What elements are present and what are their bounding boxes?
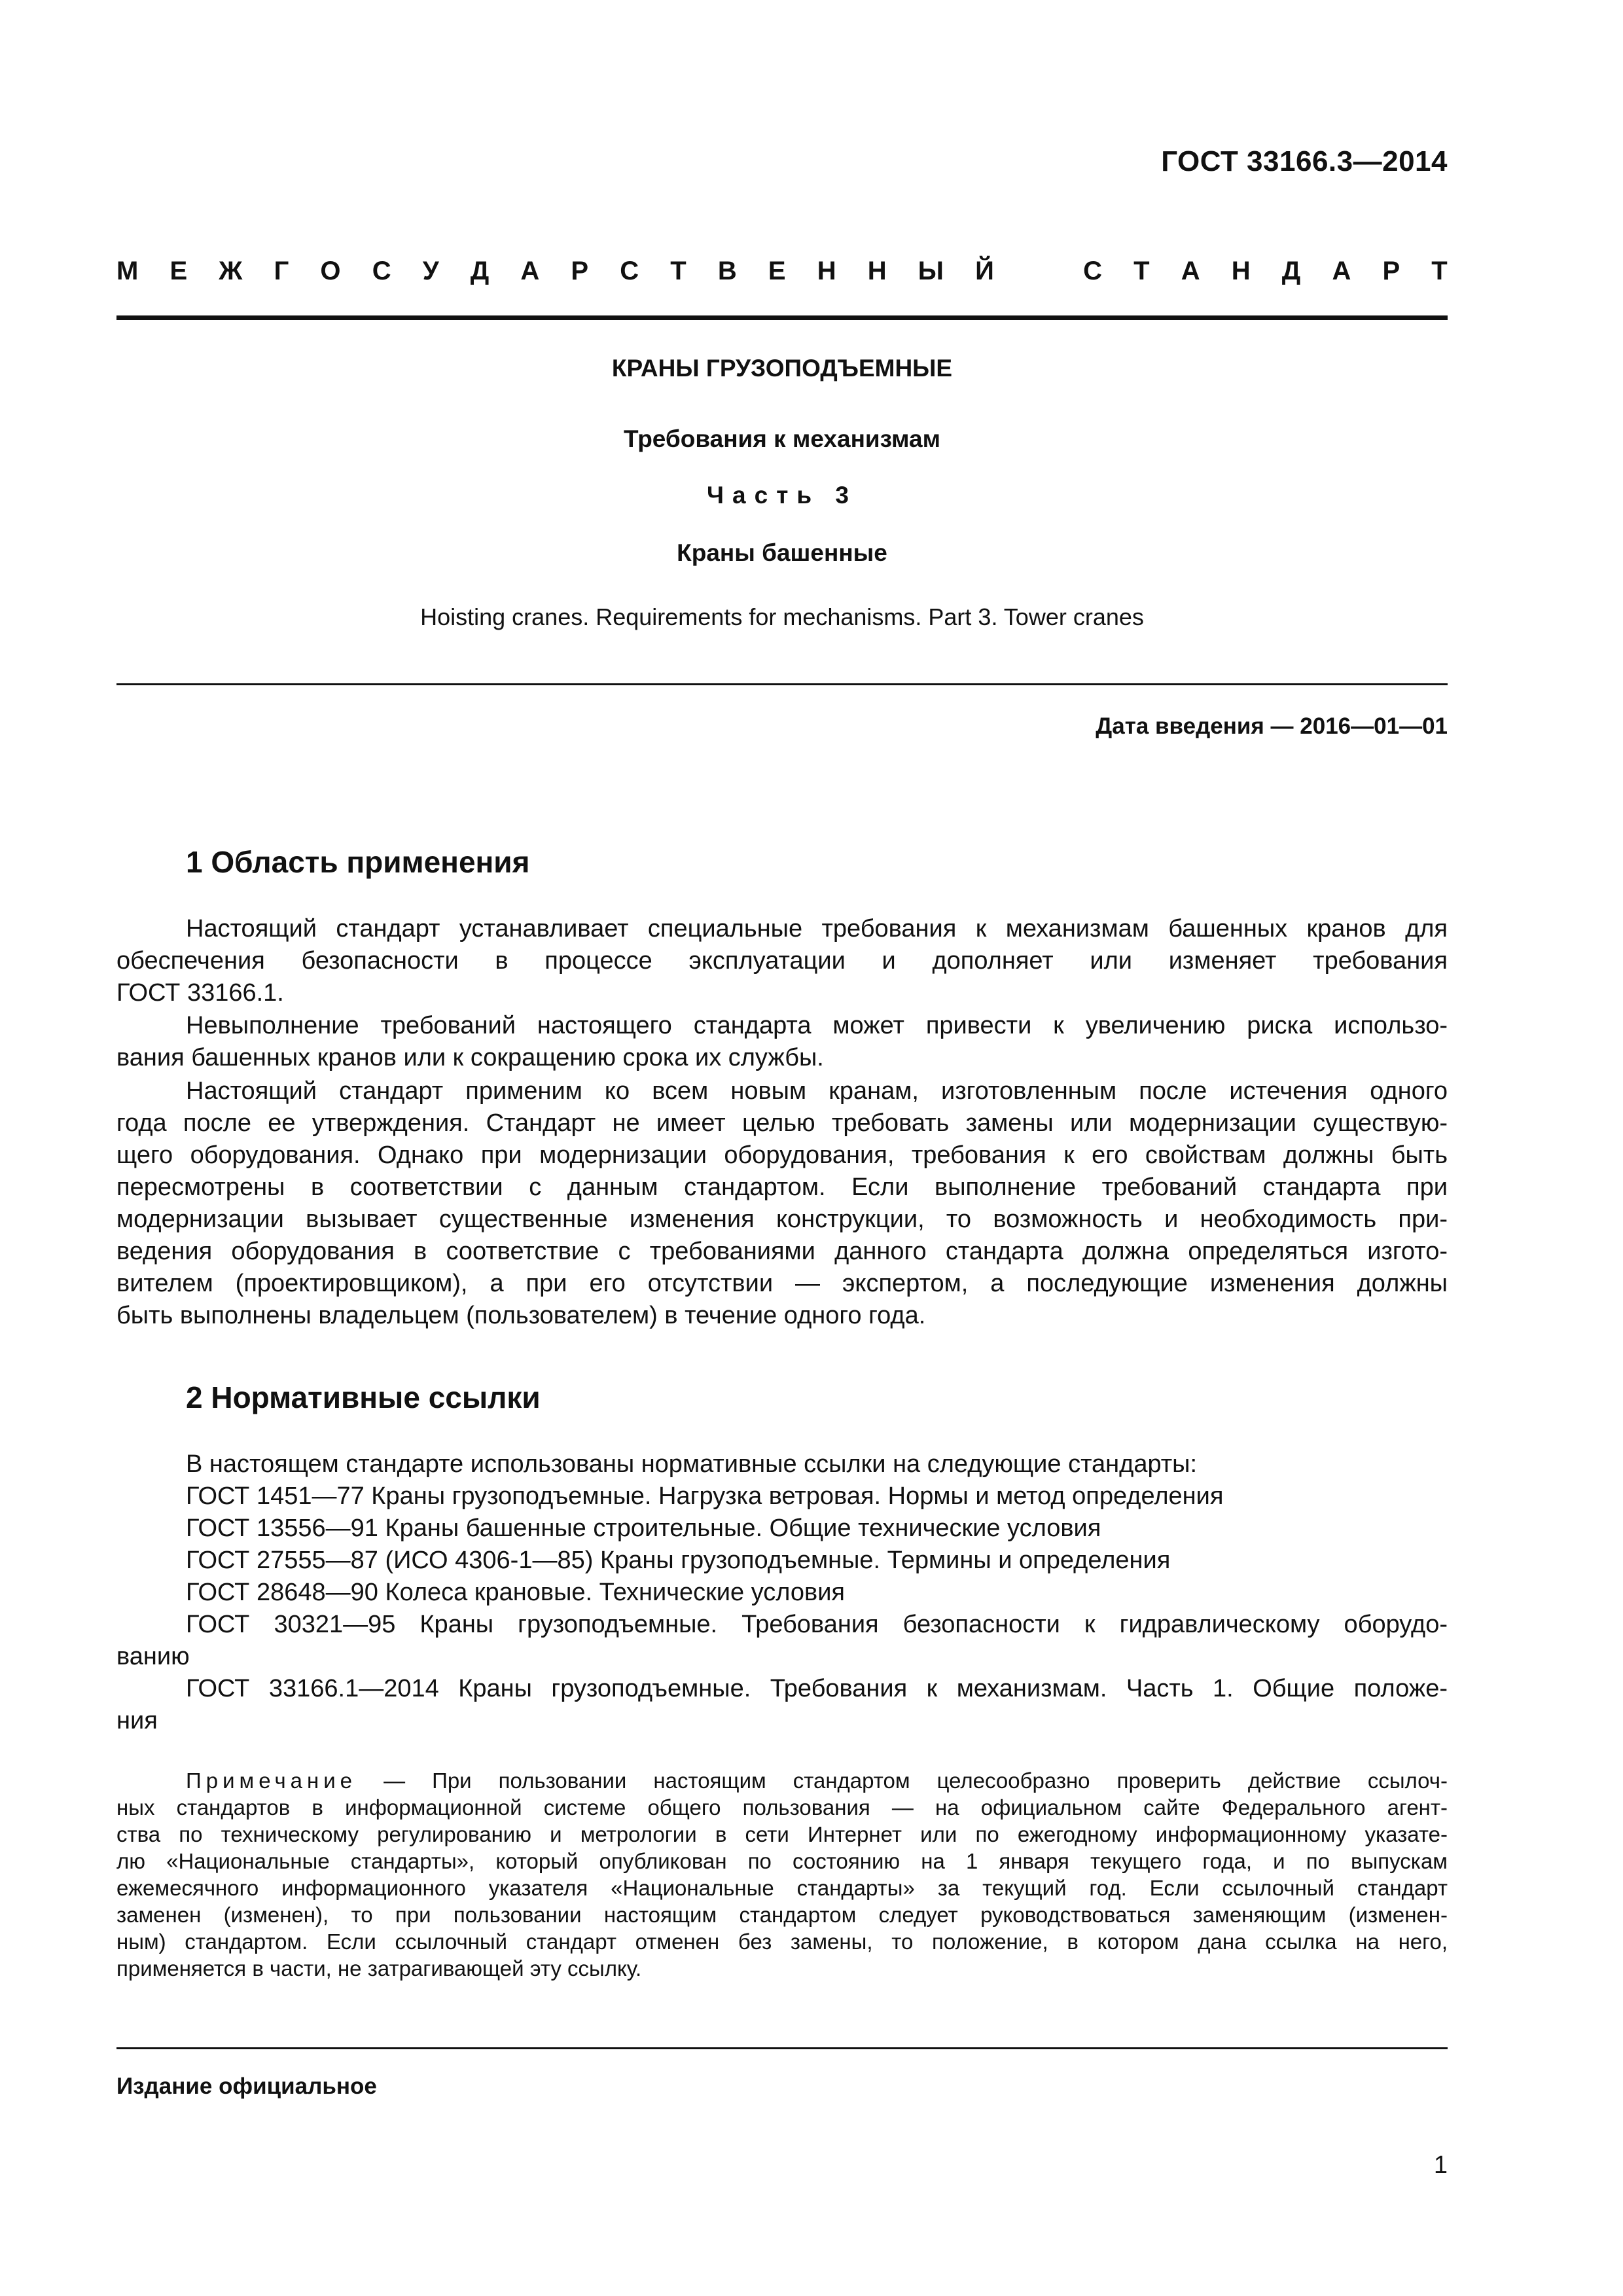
edition-label: Издание официальное xyxy=(116,2073,377,2099)
note-line: ежемесячного информационного указателя «Национальные стандарты» за текущий год. Если ссылочный стандарт xyxy=(116,1876,1448,1900)
banner-letter: С xyxy=(620,257,639,285)
note-line: применяется в части, не затрагивающей эту ссылку. xyxy=(116,1956,642,1981)
text-line: пересмотрены в соответствии с данным стандартом. Если выполнение требований стандарта при xyxy=(116,1174,1448,1201)
page-number: 1 xyxy=(1433,2151,1448,2179)
section-1-paragraph-3 xyxy=(116,1075,1448,1332)
banner-letter: А xyxy=(1332,257,1351,285)
banner-letter: О xyxy=(320,257,341,285)
banner-letter: Е xyxy=(169,257,188,285)
section-1-paragraph-2 xyxy=(116,1010,1448,1074)
text-line: вителем (проектировщиком), а при его отсутствии — экспертом, а последующие изменения должны xyxy=(116,1270,1448,1297)
note-text: — При пользовании настоящим стандартом целесообразно проверить действие ссылоч- xyxy=(357,1768,1448,1793)
banner-letter: Д xyxy=(470,257,490,285)
banner-letter: Т xyxy=(670,257,687,285)
banner-letter: Н xyxy=(817,257,836,285)
reference-item: ГОСТ 13556—91 Краны башенные строительные. Общие технические условия xyxy=(186,1515,1101,1542)
footer-rule xyxy=(116,2047,1448,2049)
header-rule xyxy=(116,315,1448,320)
text-line: Невыполнение требований настоящего стандарта может привести к увеличению риска использо- xyxy=(186,1012,1448,1039)
section-2-references xyxy=(116,1448,1448,1737)
document-subtitle: Требования к механизмам xyxy=(624,425,940,452)
note-label: Примечание xyxy=(186,1768,357,1793)
reference-item: ГОСТ 28648—90 Колеса крановые. Технические условия xyxy=(186,1579,845,1606)
title-rule xyxy=(116,683,1448,685)
note-line: ных стандартов в информационной системе общего пользования — на официальном сайте Федерального агент- xyxy=(116,1795,1448,1820)
banner-letter: С xyxy=(372,257,391,285)
interstate-standard-banner xyxy=(116,257,1448,286)
banner-letter: А xyxy=(1181,257,1200,285)
banner-letter: Ж xyxy=(219,257,243,285)
banner-letter: Р xyxy=(1382,257,1400,285)
banner-letter: Н xyxy=(867,257,887,285)
introduction-date: Дата введения — 2016—01—01 xyxy=(1096,713,1448,739)
banner-letter: Н xyxy=(1231,257,1251,285)
text-line: модернизации вызывает существенные изменения конструкции, то возможность и необходимость при- xyxy=(116,1206,1448,1233)
document-part: Часть 3 xyxy=(707,482,857,509)
reference-item: ГОСТ 27555—87 (ИСО 4306-1—85) Краны грузоподъемные. Термины и определения xyxy=(186,1547,1171,1574)
banner-letter: Д xyxy=(1281,257,1301,285)
section-1-paragraph-1 xyxy=(116,913,1448,1009)
note-line: ным) стандартом. Если ссылочный стандарт отменен без замены, то положение, в котором дана ссылка на него, xyxy=(116,1929,1448,1954)
banner-letter: А xyxy=(520,257,540,285)
banner-letter: М xyxy=(116,257,139,285)
text-line: ГОСТ 33166.1. xyxy=(116,979,284,1007)
banner-letter: Т xyxy=(1133,257,1150,285)
document-title: КРАНЫ ГРУЗОПОДЪЕМНЫЕ xyxy=(611,355,953,382)
note-first-line xyxy=(116,1767,1448,1794)
banner-letter: Р xyxy=(571,257,589,285)
text-line: ведения оборудования в соответствие с требованиями данного стандарта должна определяться изгото- xyxy=(116,1238,1448,1265)
banner-letter: У xyxy=(422,257,439,285)
reference-note xyxy=(116,1767,1448,1982)
banner-letter: С xyxy=(1083,257,1103,285)
text-line: В настоящем стандарте использованы нормативные ссылки на следующие стандарты: xyxy=(186,1450,1198,1478)
reference-item: ГОСТ 1451—77 Краны грузоподъемные. Нагрузка ветровая. Нормы и метод определения xyxy=(186,1482,1224,1510)
reference-item: ГОСТ 33166.1—2014 Краны грузоподъемные. Требования к механизмам. Часть 1. Общие положе- xyxy=(186,1675,1448,1702)
section-1-heading: 1 Область применения xyxy=(186,845,530,879)
text-line: года после ее утверждения. Стандарт не имеет целью требовать замены или модернизации существую- xyxy=(116,1109,1448,1137)
text-line: быть выполнены владельцем (пользователем) в течение одного года. xyxy=(116,1302,926,1329)
banner-letter: Е xyxy=(768,257,786,285)
english-title: Hoisting cranes. Requirements for mechanisms. Part 3. Tower cranes xyxy=(420,603,1144,630)
note-line: лю «Национальные стандарты», который опубликован по состоянию на 1 января текущего года, и по выпускам xyxy=(116,1849,1448,1873)
note-line: заменен (изменен), то при пользовании настоящим стандартом следует руководствоваться заменяющим (изменен- xyxy=(116,1903,1448,1927)
text-line: щего оборудования. Однако при модернизации оборудования, требования к его свойствам должны быть xyxy=(116,1141,1448,1169)
document-part-name: Краны башенные xyxy=(677,539,887,566)
banner-letter: Г xyxy=(274,257,289,285)
section-2-heading: 2 Нормативные ссылки xyxy=(186,1380,541,1414)
reference-item: ГОСТ 30321—95 Краны грузоподъемные. Требования безопасности к гидравлическому оборудо- xyxy=(186,1611,1448,1638)
reference-item-continuation: ния xyxy=(116,1707,158,1734)
text-line: Настоящий стандарт устанавливает специальные требования к механизмам башенных кранов для xyxy=(186,915,1448,942)
text-line: обеспечения безопасности в процессе эксплуатации и дополняет или изменяет требования xyxy=(116,947,1448,975)
reference-item-continuation: ванию xyxy=(116,1643,190,1670)
text-line: вания башенных кранов или к сокращению срока их службы. xyxy=(116,1044,824,1071)
banner-letter: В xyxy=(717,257,737,285)
banner-letter: Ы xyxy=(918,257,944,285)
gost-number: ГОСТ 33166.3—2014 xyxy=(1161,145,1448,177)
text-line: Настоящий стандарт применим ко всем новым кранам, изготовленным после истечения одного xyxy=(186,1077,1448,1105)
note-line: ства по техническому регулированию и метрологии в сети Интернет или по ежегодному информационному указате- xyxy=(116,1822,1448,1846)
banner-letter: Т xyxy=(1431,257,1448,285)
banner-word-gap xyxy=(1026,257,1052,286)
banner-letter: Й xyxy=(975,257,994,285)
